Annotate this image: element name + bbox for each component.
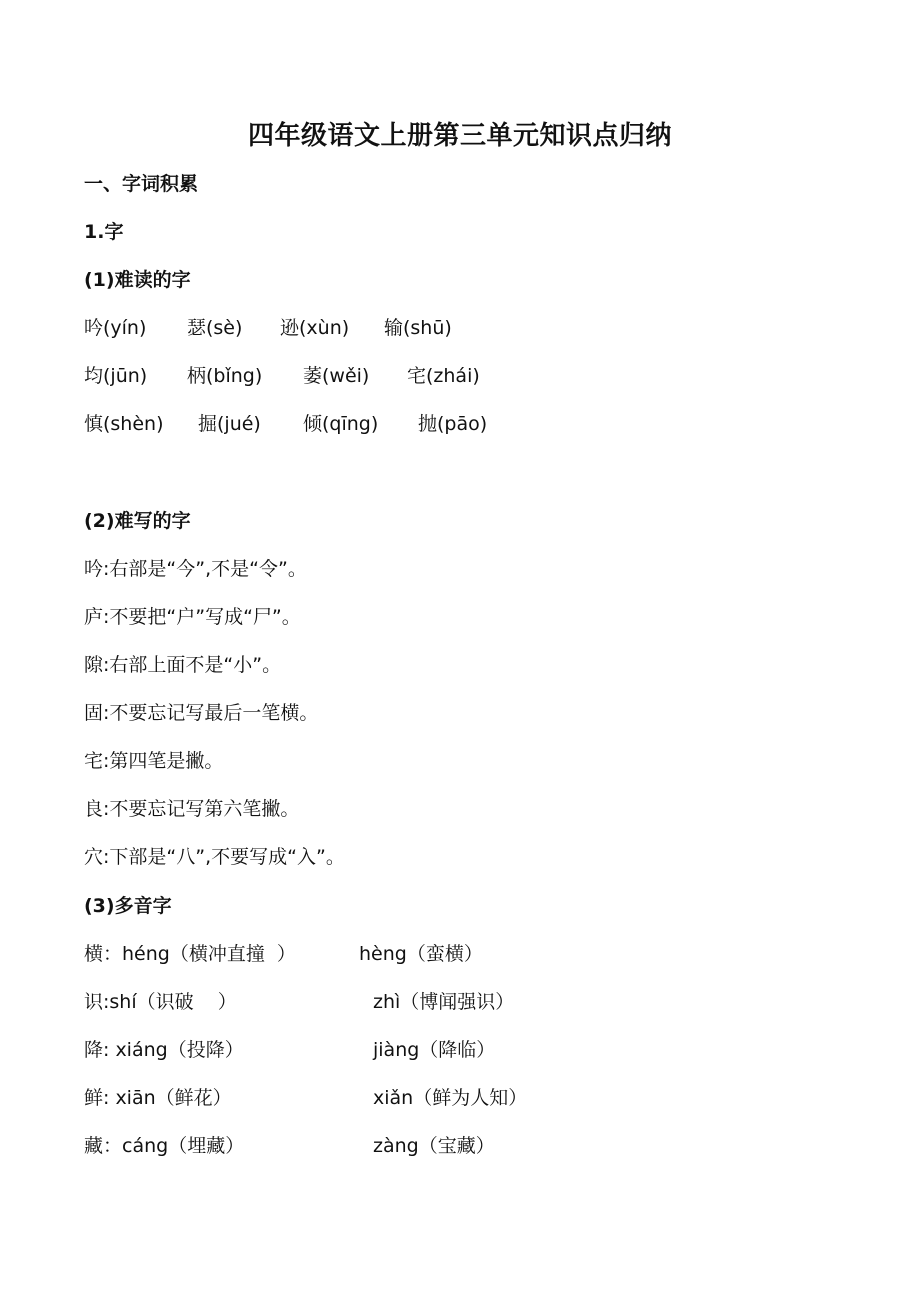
hard-write-item: 隙:右部上面不是“小”。: [84, 654, 282, 676]
polyphone-reading-2: hèng（蛮横）: [359, 943, 483, 965]
pinyin-entry: 吟(yín): [84, 317, 147, 339]
hard-write-item: 固:不要忘记写最后一笔横。: [84, 702, 319, 724]
pinyin-entry: 柄(bǐng): [187, 365, 263, 387]
pinyin-entry: 萎(wěi): [303, 365, 370, 387]
pinyin-entry: 瑟(sè): [187, 317, 243, 339]
hard-write-item: 庐:不要把“户”写成“尸”。: [84, 606, 301, 628]
polyphone-row: [84, 940, 604, 968]
polyphone-row: [84, 1084, 604, 1112]
hard-write-item: 宅:第四笔是撇。: [84, 750, 224, 772]
pinyin-entry: 掘(jué): [198, 413, 261, 435]
polyphone-reading-2: jiàng（降临）: [373, 1039, 496, 1061]
heading-hard-to-read: (1)难读的字: [84, 269, 191, 291]
polyphone-row: [84, 1036, 604, 1064]
polyphone-row: [84, 1132, 604, 1160]
polyphone-reading-2: xiǎn（鲜为人知）: [373, 1087, 528, 1109]
page-title: 四年级语文上册第三单元知识点归纳: [247, 121, 672, 151]
polyphone-reading-2: zhì（博闻强识）: [373, 991, 515, 1013]
polyphone-reading-1: 识:shí（识破 ）: [84, 991, 237, 1013]
polyphone-reading-1: 藏：cáng（埋藏）: [84, 1135, 245, 1157]
hard-read-row: [84, 410, 604, 438]
pinyin-entry: 倾(qīng): [303, 413, 379, 435]
polyphone-reading-1: 鲜: xiān（鲜花）: [84, 1087, 232, 1109]
pinyin-entry: 抛(pāo): [418, 413, 488, 435]
polyphone-reading-2: zàng（宝藏）: [373, 1135, 495, 1157]
pinyin-entry: 宅(zhái): [407, 365, 480, 387]
heading-polyphones: (3)多音字: [84, 895, 172, 917]
section-heading-word-accumulation: 一、字词积累: [84, 173, 199, 195]
heading-hard-to-write: (2)难写的字: [84, 510, 191, 532]
polyphone-reading-1: 横：héng（横冲直撞 ）: [84, 943, 296, 965]
hard-read-row: [84, 362, 604, 390]
hard-read-row: [84, 314, 604, 342]
subsection-heading-characters: 1.字: [84, 221, 124, 243]
polyphone-row: [84, 988, 604, 1016]
pinyin-entry: 慎(shèn): [84, 413, 164, 435]
polyphone-reading-1: 降: xiáng（投降）: [84, 1039, 244, 1061]
pinyin-entry: 输(shū): [384, 317, 452, 339]
pinyin-entry: 均(jūn): [84, 365, 148, 387]
pinyin-entry: 逊(xùn): [280, 317, 350, 339]
hard-write-item: 吟:右部是“今”,不是“令”。: [84, 558, 307, 580]
hard-write-item: 良:不要忘记写第六笔撇。: [84, 798, 300, 820]
hard-write-item: 穴:下部是“八”,不要写成“入”。: [84, 846, 345, 868]
